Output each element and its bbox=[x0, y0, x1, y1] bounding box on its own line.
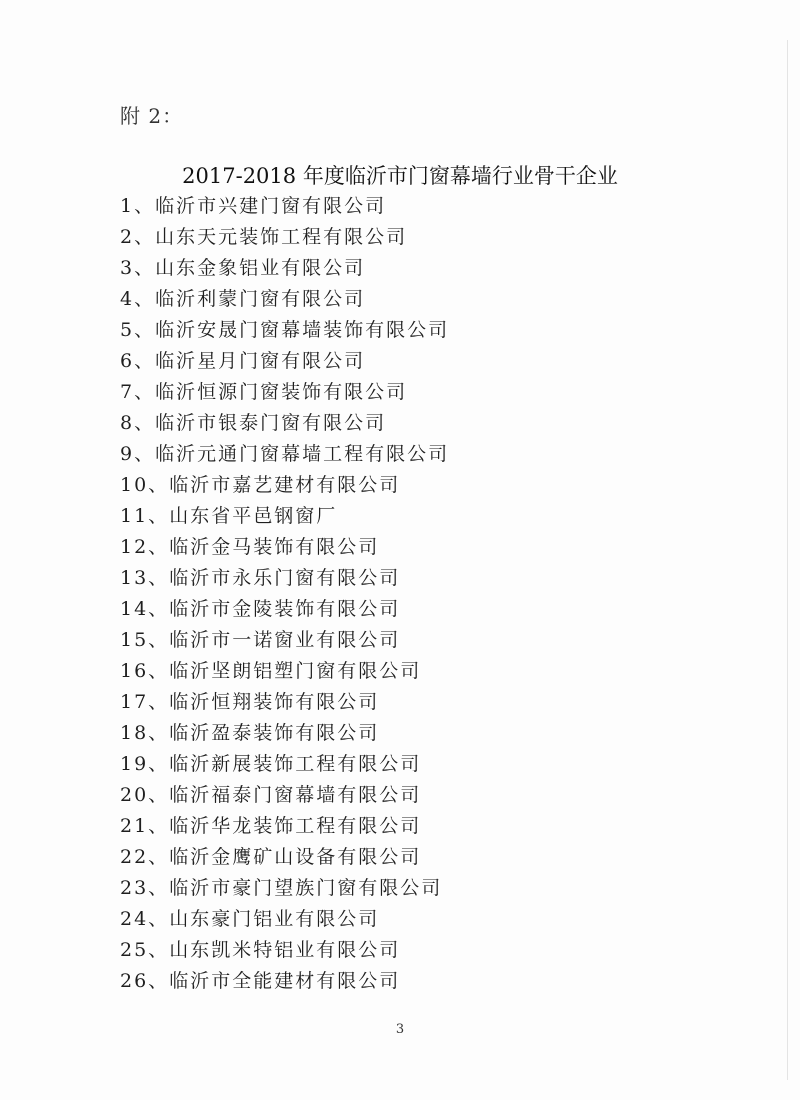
list-item bbox=[120, 222, 449, 253]
company-name: 临沂市兴建门窗有限公司 bbox=[155, 195, 387, 217]
company-name: 山东省平邑钢窗厂 bbox=[169, 505, 338, 527]
item-number: 16、 bbox=[120, 660, 170, 682]
list-item bbox=[120, 470, 449, 501]
list-item bbox=[120, 253, 449, 284]
item-number: 13、 bbox=[120, 567, 170, 589]
company-name: 临沂利蒙门窗有限公司 bbox=[155, 288, 366, 310]
item-number: 22、 bbox=[120, 846, 170, 868]
list-item bbox=[120, 532, 449, 563]
company-name: 临沂金马装饰有限公司 bbox=[169, 536, 380, 558]
list-item bbox=[120, 408, 449, 439]
company-name: 临沂星月门窗有限公司 bbox=[155, 350, 366, 372]
item-number: 25、 bbox=[120, 939, 170, 961]
list-item bbox=[120, 315, 449, 346]
company-name: 临沂金鹰矿山设备有限公司 bbox=[169, 846, 422, 868]
list-item bbox=[120, 687, 449, 718]
item-number: 15、 bbox=[120, 629, 170, 651]
list-item bbox=[120, 749, 449, 780]
item-number: 18、 bbox=[120, 722, 170, 744]
item-number: 24、 bbox=[120, 908, 170, 930]
item-number: 11、 bbox=[120, 505, 170, 527]
company-name: 临沂福泰门窗幕墙有限公司 bbox=[169, 784, 422, 806]
list-item bbox=[120, 284, 449, 315]
company-name: 临沂市永乐门窗有限公司 bbox=[169, 567, 401, 589]
item-number: 7、 bbox=[120, 381, 156, 403]
list-item bbox=[120, 346, 449, 377]
company-name: 临沂元通门窗幕墙工程有限公司 bbox=[155, 443, 450, 465]
item-number: 20、 bbox=[120, 784, 170, 806]
item-number: 1、 bbox=[120, 195, 156, 217]
item-number: 19、 bbox=[120, 753, 170, 775]
list-item bbox=[120, 780, 449, 811]
item-number: 2、 bbox=[120, 226, 156, 248]
item-number: 4、 bbox=[120, 288, 156, 310]
scan-edge-line bbox=[787, 40, 788, 1080]
list-item bbox=[120, 377, 449, 408]
item-number: 14、 bbox=[120, 598, 170, 620]
company-name: 山东金象铝业有限公司 bbox=[155, 257, 366, 279]
item-number: 26、 bbox=[120, 970, 170, 992]
list-item bbox=[120, 594, 449, 625]
company-name: 山东豪门铝业有限公司 bbox=[169, 908, 380, 930]
item-number: 3、 bbox=[120, 257, 156, 279]
item-number: 9、 bbox=[120, 443, 156, 465]
company-list bbox=[120, 191, 449, 997]
item-number: 23、 bbox=[120, 877, 170, 899]
list-item bbox=[120, 935, 449, 966]
item-number: 17、 bbox=[120, 691, 170, 713]
list-item bbox=[120, 811, 449, 842]
company-name: 临沂安晟门窗幕墙装饰有限公司 bbox=[155, 319, 450, 341]
company-name: 临沂恒翔装饰有限公司 bbox=[169, 691, 380, 713]
document-title: 2017-2018 年度临沂市门窗幕墙行业骨干企业 bbox=[182, 164, 618, 188]
page-number: 3 bbox=[395, 1022, 405, 1037]
list-item bbox=[120, 966, 449, 997]
list-item bbox=[120, 191, 449, 222]
item-number: 6、 bbox=[120, 350, 156, 372]
company-name: 临沂市一诺窗业有限公司 bbox=[169, 629, 401, 651]
company-name: 山东天元装饰工程有限公司 bbox=[155, 226, 408, 248]
item-number: 5、 bbox=[120, 319, 156, 341]
list-item bbox=[120, 501, 449, 532]
list-item bbox=[120, 873, 449, 904]
list-item bbox=[120, 656, 449, 687]
company-name: 临沂坚朗铝塑门窗有限公司 bbox=[169, 660, 422, 682]
list-item bbox=[120, 439, 449, 470]
item-number: 21、 bbox=[120, 815, 170, 837]
company-name: 临沂恒源门窗装饰有限公司 bbox=[155, 381, 408, 403]
company-name: 山东凯米特铝业有限公司 bbox=[169, 939, 401, 961]
item-number: 8、 bbox=[120, 412, 156, 434]
item-number: 12、 bbox=[120, 536, 170, 558]
company-name: 临沂华龙装饰工程有限公司 bbox=[169, 815, 422, 837]
company-name: 临沂市金陵装饰有限公司 bbox=[169, 598, 401, 620]
list-item bbox=[120, 904, 449, 935]
list-item bbox=[120, 563, 449, 594]
list-item bbox=[120, 842, 449, 873]
company-name: 临沂市银泰门窗有限公司 bbox=[155, 412, 387, 434]
item-number: 10、 bbox=[120, 474, 170, 496]
company-name: 临沂盈泰装饰有限公司 bbox=[169, 722, 380, 744]
attachment-label: 附 2： bbox=[120, 104, 184, 128]
company-name: 临沂新展装饰工程有限公司 bbox=[169, 753, 422, 775]
company-name: 临沂市嘉艺建材有限公司 bbox=[169, 474, 401, 496]
company-name: 临沂市豪门望族门窗有限公司 bbox=[169, 877, 443, 899]
company-name: 临沂市全能建材有限公司 bbox=[169, 970, 401, 992]
list-item bbox=[120, 625, 449, 656]
list-item bbox=[120, 718, 449, 749]
